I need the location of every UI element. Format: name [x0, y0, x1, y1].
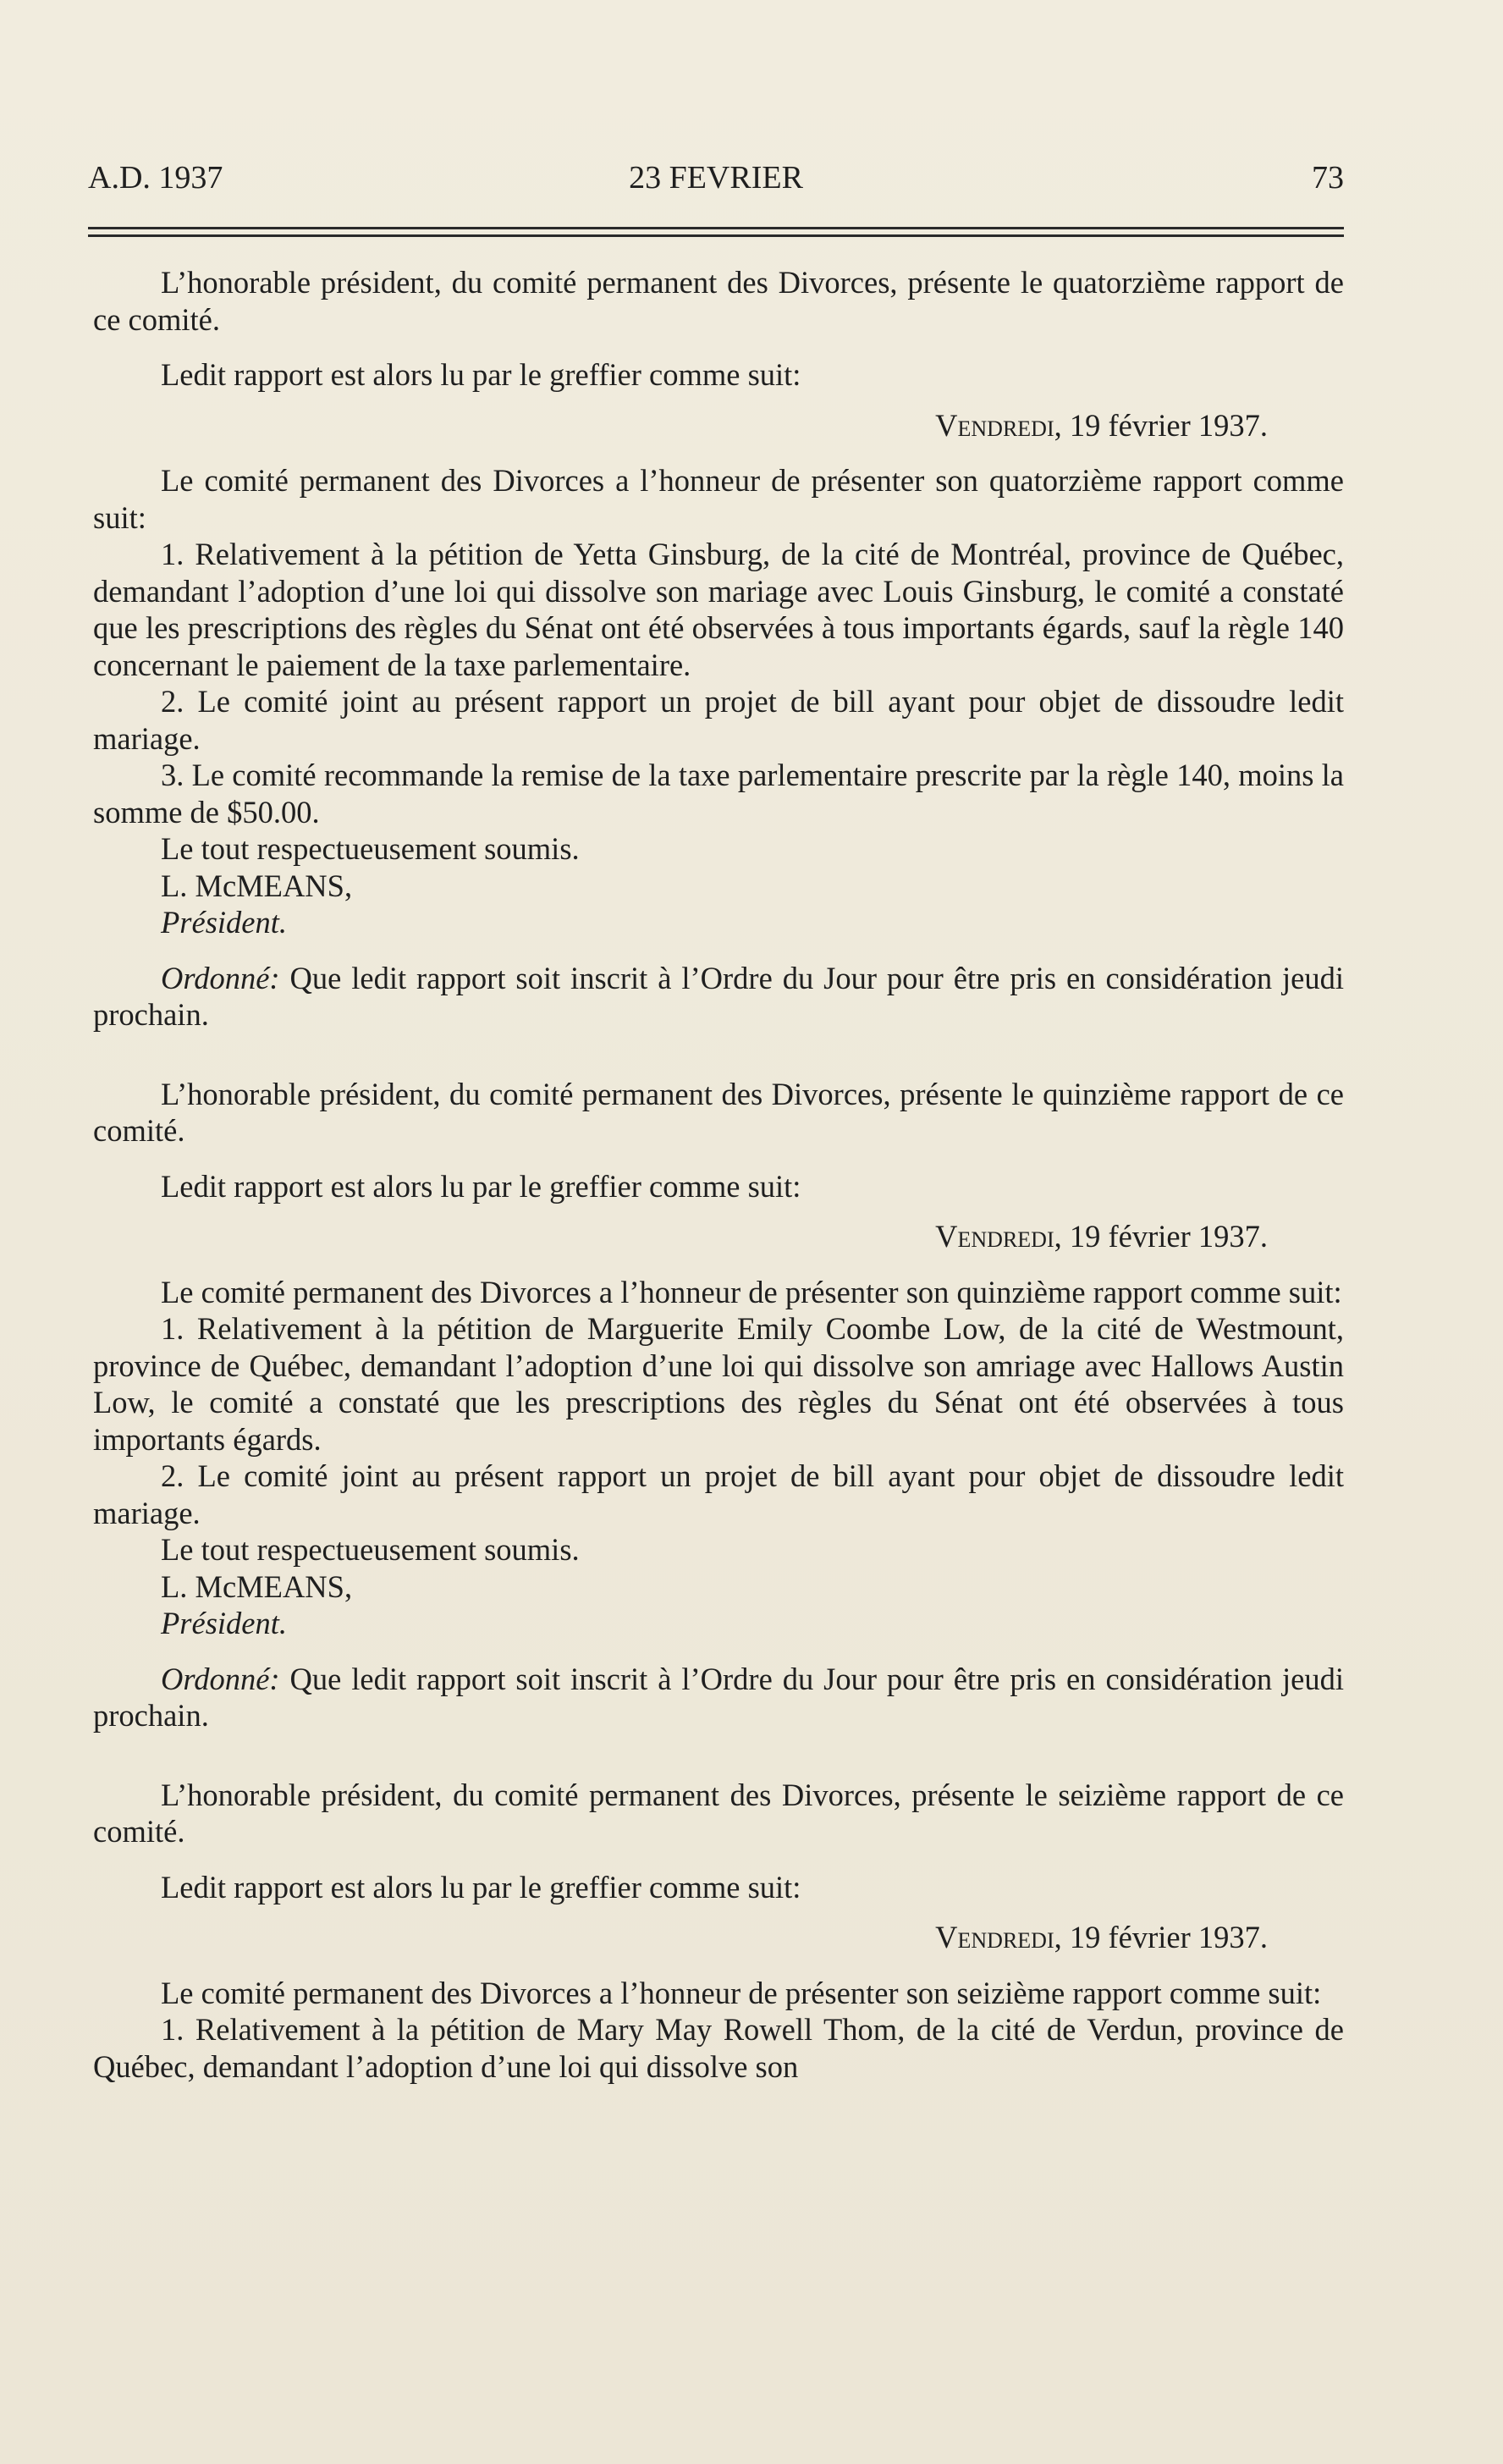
- report-intro: L’honorable président, du comité permanent des Divorces, présente le quinzième rapport de ce comité.: [93, 1076, 1344, 1148]
- order-label: Ordonné:: [161, 960, 280, 995]
- document-body: [93, 264, 1344, 2085]
- signature-title: Président.: [161, 1606, 288, 1640]
- signature-title: Président.: [161, 905, 288, 940]
- signature-name: L. McMEANS,: [161, 1568, 353, 1604]
- report-closing: Le tout respectueusement soumis.: [161, 1532, 580, 1567]
- header-date: 23 FEVRIER: [629, 160, 803, 196]
- order-text: Que ledit rapport soit inscrit à l’Ordre du Jour pour être pris en considération jeudi prochain.: [93, 1661, 1344, 1733]
- report-opening: Le comité permanent des Divorces a l’honneur de présenter son quinzième rapport comme suit:: [161, 1274, 1342, 1309]
- signature-name: L. McMEANS,: [161, 868, 353, 903]
- report-date-rest: 19 février 1937.: [1069, 407, 1268, 443]
- report-item: 2. Le comité joint au présent rapport un projet de bill ayant pour objet de dissoudre ledit mariage.: [93, 1458, 1344, 1530]
- page-number: 73: [1312, 160, 1344, 196]
- order-text: Que ledit rapport soit inscrit à l’Ordre du Jour pour être pris en considération jeudi prochain.: [93, 960, 1344, 1032]
- report-date: [93, 407, 1344, 444]
- report-seizieme: [93, 1777, 1344, 2086]
- report-item: 1. Relativement à la pétition de Marguerite Emily Coombe Low, de la cité de Westmount, province de Québec, demandant l’adoption d’une loi qui dissolve son amriage avec Hallows Austin Low, le comité a constaté que les prescriptions des règles du Sénat ont été observées à tous importants égards.: [93, 1311, 1344, 1457]
- report-intro: L’honorable président, du comité permanent des Divorces, présente le seizième rapport de ce comité.: [93, 1777, 1344, 1849]
- order-paragraph: [93, 1661, 1344, 1734]
- header-double-rule: [88, 227, 1344, 237]
- report-item: 2. Le comité joint au présent rapport un projet de bill ayant pour objet de dissoudre ledit mariage.: [93, 684, 1344, 756]
- report-date-rest: 19 février 1937.: [1069, 1219, 1268, 1254]
- report-read-line: Ledit rapport est alors lu par le greffier comme suit:: [161, 1168, 801, 1204]
- report-item: 1. Relativement à la pétition de Yetta Ginsburg, de la cité de Montréal, province de Québec, demandant l’adoption d’une loi qui dissolve son mariage avec Louis Ginsburg, le comité a constaté que les prescriptions des règles du Sénat ont été observées à tous importants égards, sauf la règle 140 concernant le paiement de la taxe parlementaire.: [93, 537, 1344, 682]
- report-read-line: Ledit rapport est alors lu par le greffier comme suit:: [161, 1869, 801, 1905]
- report-item: 1. Relativement à la pétition de Mary May Rowell Thom, de la cité de Verdun, province de Québec, demandant l’adoption d’une loi qui dissolve son: [93, 2012, 1344, 2084]
- report-date-day: Vendredi,: [935, 1920, 1062, 1954]
- report-read-line: Ledit rapport est alors lu par le greffier comme suit:: [161, 357, 801, 392]
- report-date-rest: 19 février 1937.: [1069, 1920, 1268, 1954]
- report-closing: Le tout respectueusement soumis.: [161, 831, 580, 866]
- order-label: Ordonné:: [161, 1661, 280, 1696]
- header-year: A.D. 1937: [88, 160, 223, 196]
- order-paragraph: [93, 960, 1344, 1034]
- report-opening: Le comité permanent des Divorces a l’honneur de présenter son seizième rapport comme suit:: [161, 1975, 1322, 2010]
- report-quatorzieme: [93, 264, 1344, 1034]
- report-quinzieme: [93, 1076, 1344, 1734]
- report-item: 3. Le comité recommande la remise de la taxe parlementaire prescrite par la règle 140, moins la somme de $50.00.: [93, 758, 1344, 830]
- report-date-day: Vendredi,: [935, 407, 1062, 443]
- report-date: [93, 1919, 1344, 1956]
- report-date: [93, 1218, 1344, 1255]
- report-date-day: Vendredi,: [935, 1219, 1062, 1254]
- report-intro: L’honorable président, du comité permanent des Divorces, présente le quatorzième rapport de ce comité.: [93, 265, 1344, 337]
- report-opening: Le comité permanent des Divorces a l’honneur de présenter son quatorzième rapport comme suit:: [93, 463, 1344, 535]
- page-header: [88, 159, 1344, 200]
